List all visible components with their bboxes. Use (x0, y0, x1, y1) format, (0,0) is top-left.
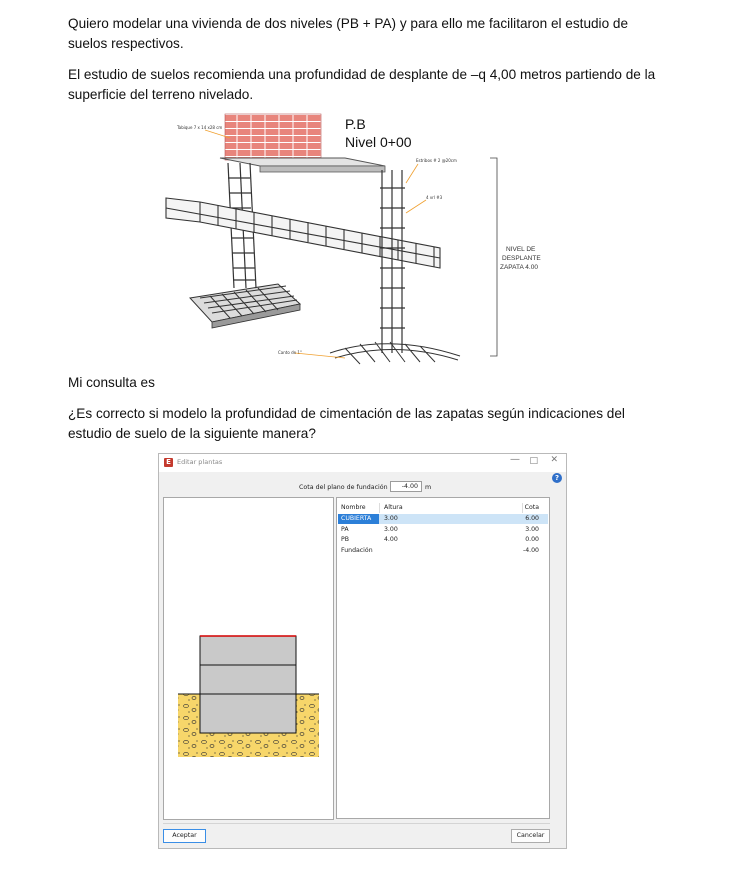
floors-table (336, 497, 550, 819)
help-icon[interactable]: ? (552, 473, 562, 483)
col-header-name[interactable]: Nombre (341, 504, 366, 511)
table-row[interactable] (338, 535, 548, 545)
row-height: 3.00 (384, 526, 398, 533)
table-header (338, 503, 548, 513)
minimize-icon[interactable]: — (510, 454, 520, 465)
question-paragraph-1: Quiero modelar una vivienda de dos niveles (PB + PA) y para ello me facilitaron el estudio de suelos respectivos. (68, 16, 629, 51)
question-paragraph-2: El estudio de suelos recomienda una profundidad de desplante de –q 4,00 metros partiendo de la superficie del terreno nivelado. (68, 67, 656, 102)
nivel-label-line2: DESPLANTE (502, 255, 541, 262)
dialog-title: Editar plantas (177, 458, 223, 466)
right-column (380, 170, 405, 353)
foundation-illustration (160, 108, 560, 370)
row-name: Fundación (341, 547, 373, 554)
footer-divider (163, 823, 550, 824)
edit-floors-dialog (158, 453, 567, 849)
table-row[interactable] (338, 525, 548, 535)
floor-block-pb (200, 694, 296, 733)
label-canto: Canto de 1" (278, 350, 302, 355)
foundation-level-label: Cota del plano de fundación (299, 484, 388, 491)
row-level: 3.00 (525, 526, 539, 533)
table-row[interactable] (338, 546, 548, 556)
col-header-level[interactable]: Cota (524, 504, 539, 511)
label-tabique: Tabique 7 x 14 x28 cm (177, 125, 223, 130)
accept-button[interactable]: Aceptar (163, 829, 206, 843)
row-name: PA (341, 526, 349, 533)
maximize-icon[interactable]: □ (529, 456, 538, 466)
cancel-button[interactable]: Cancelar (511, 829, 550, 843)
row-name: PB (341, 536, 349, 543)
floor-block-pa (200, 665, 296, 694)
label-vars: 4 vrl #3 (426, 195, 443, 200)
row-level: 6.00 (525, 515, 539, 522)
nivel-label-line3: ZAPATA 4.00 (500, 264, 538, 271)
nivel-label-line1: NIVEL DE (506, 246, 536, 253)
depth-bracket (490, 158, 497, 356)
close-icon[interactable]: ✕ (550, 455, 558, 465)
left-footing (190, 284, 300, 328)
foundation-level-input[interactable] (390, 481, 422, 492)
row-name: CUBIERTA (341, 515, 372, 522)
level-title-line2: Nivel 0+00 (345, 134, 412, 150)
table-row[interactable] (338, 514, 548, 524)
row-level: -4.00 (522, 547, 539, 554)
right-footing (330, 342, 460, 364)
building-preview-panel (163, 497, 334, 820)
floor-blocks (200, 636, 296, 733)
building-preview (164, 498, 333, 819)
dialog-titlebar[interactable] (159, 454, 566, 472)
brick-wall (225, 114, 321, 160)
row-height: 3.00 (384, 515, 398, 522)
label-estribos: Estribos # 2 @20cm (416, 158, 457, 163)
col-header-height[interactable]: Altura (384, 504, 403, 511)
level-title-line1: P.B (345, 116, 366, 132)
foundation-level-unit: m (425, 484, 432, 491)
floor-block-cubierta (200, 636, 296, 665)
app-icon: E (164, 458, 173, 467)
row-height: 4.00 (384, 536, 398, 543)
question-paragraph-3: Mi consulta es (68, 375, 155, 390)
question-paragraph-4: ¿Es correcto si modelo la profundidad de cimentación de las zapatas según indicaciones del estudio de suelo de la siguiente manera? (68, 406, 625, 441)
floor-slab (220, 158, 385, 166)
row-level: 0.00 (525, 536, 539, 543)
